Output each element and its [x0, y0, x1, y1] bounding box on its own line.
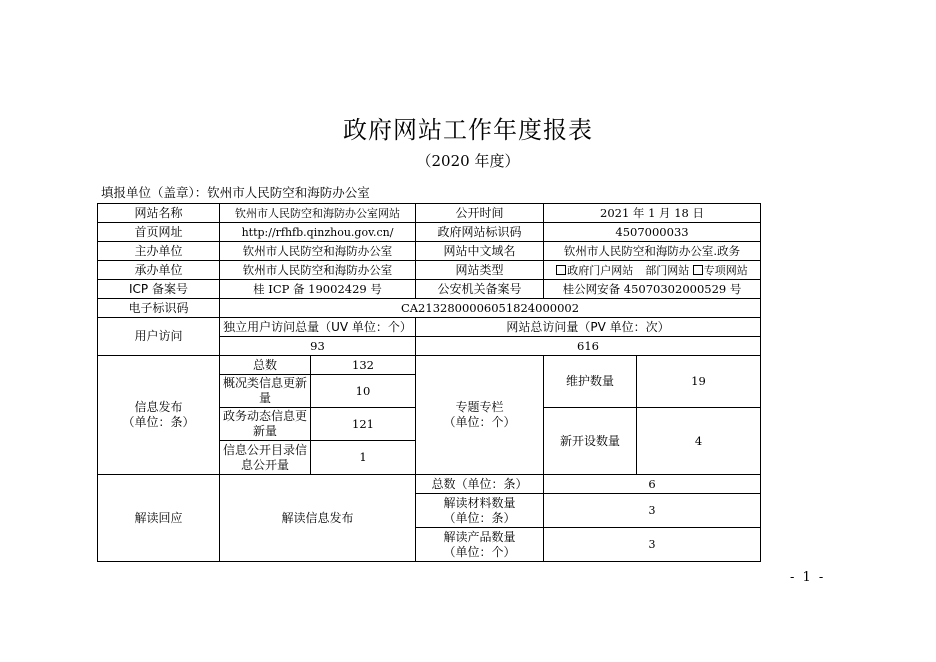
sponsor-label: 主办单位 [98, 242, 220, 261]
site-code-value: 4507000033 [544, 223, 761, 242]
product-count-unit: （单位：个） [443, 544, 516, 559]
topic-column-title: 专题专栏 [455, 400, 504, 414]
organizer-value: 钦州市人民防空和海防办公室 [220, 261, 416, 280]
site-name-value: 钦州市人民防空和海防办公室网站 [220, 204, 416, 223]
maintain-count-value: 19 [637, 356, 761, 408]
checkbox-icon [556, 265, 566, 275]
uv-label: 独立用户访问总量（UV 单位：个） [220, 318, 416, 337]
organizer-label: 承办单位 [98, 261, 220, 280]
maintain-count-label: 维护数量 [544, 356, 637, 408]
pv-value: 616 [416, 337, 761, 356]
report-year: （2020 年度） [416, 152, 520, 170]
info-publish-label [98, 356, 220, 475]
user-visit-label: 用户访问 [98, 318, 220, 356]
report-table [97, 203, 761, 562]
sponsor-value: 钦州市人民防空和海防办公室 [220, 242, 416, 261]
site-code-label: 政府网站标识码 [416, 223, 544, 242]
checkbox-icon [693, 265, 703, 275]
site-type-portal: 政府门户网站 [567, 263, 634, 277]
site-type-dept: 部门网站 [645, 263, 690, 277]
product-count-value: 3 [544, 528, 761, 562]
filler-label: 填报单位（盖章）： [101, 185, 208, 200]
police-record-label: 公安机关备案号 [416, 280, 544, 299]
site-type-label: 网站类型 [416, 261, 544, 280]
report-title: 政府网站工作年度报表 [343, 116, 593, 144]
icp-label: ICP 备案号 [98, 280, 220, 299]
pv-label: 网站总访问量（PV 单位：次） [416, 318, 761, 337]
product-count-title: 解读产品数量 [443, 529, 516, 544]
interp-total-label: 总数（单位：条） [416, 475, 544, 494]
catalog-count-label: 信息公开目录信息公开量 [220, 441, 311, 475]
topic-column-unit: （单位：个） [443, 415, 516, 429]
topic-column-label [416, 356, 544, 475]
home-url-label: 首页网址 [98, 223, 220, 242]
filler-unit [101, 183, 370, 201]
info-publish-unit: （单位：条） [122, 415, 195, 429]
icp-value: 桂 ICP 备 19002429 号 [220, 280, 416, 299]
dynamic-update-value: 121 [311, 408, 416, 441]
site-name-label: 网站名称 [98, 204, 220, 223]
publish-time-label: 公开时间 [416, 204, 544, 223]
dynamic-update-label: 政务动态信息更新量 [220, 408, 311, 441]
overview-update-label: 概况类信息更新量 [220, 375, 311, 408]
product-count-label [416, 528, 544, 562]
eid-value: CA2132800006051824000002 [220, 299, 761, 318]
site-type-special: 专项网站 [703, 263, 748, 277]
new-count-label: 新开设数量 [544, 408, 637, 475]
material-count-label [416, 494, 544, 528]
uv-value: 93 [220, 337, 416, 356]
publish-time-value: 2021 年 1 月 18 日 [544, 204, 761, 223]
overview-update-value: 10 [311, 375, 416, 408]
catalog-count-value: 1 [311, 441, 416, 475]
interp-total-value: 6 [544, 475, 761, 494]
page-number: - 1 - [790, 570, 826, 585]
info-publish-title: 信息发布 [134, 400, 183, 414]
home-url-value: http://rfhfb.qinzhou.gov.cn/ [220, 223, 416, 242]
info-total-value: 132 [311, 356, 416, 375]
cn-domain-label: 网站中文域名 [416, 242, 544, 261]
interp-publish-label: 解读信息发布 [220, 475, 416, 562]
new-count-value: 4 [637, 408, 761, 475]
site-type-options [544, 261, 761, 280]
material-count-title: 解读材料数量 [443, 495, 516, 510]
material-count-value: 3 [544, 494, 761, 528]
police-record-value: 桂公网安备 45070302000529 号 [544, 280, 761, 299]
material-count-unit: （单位：条） [443, 510, 516, 525]
eid-label: 电子标识码 [98, 299, 220, 318]
interp-response-label: 解读回应 [98, 475, 220, 562]
filler-value: 钦州市人民防空和海防办公室 [207, 185, 370, 200]
cn-domain-value: 钦州市人民防空和海防办公室.政务 [544, 242, 761, 261]
info-total-label: 总数 [220, 356, 311, 375]
